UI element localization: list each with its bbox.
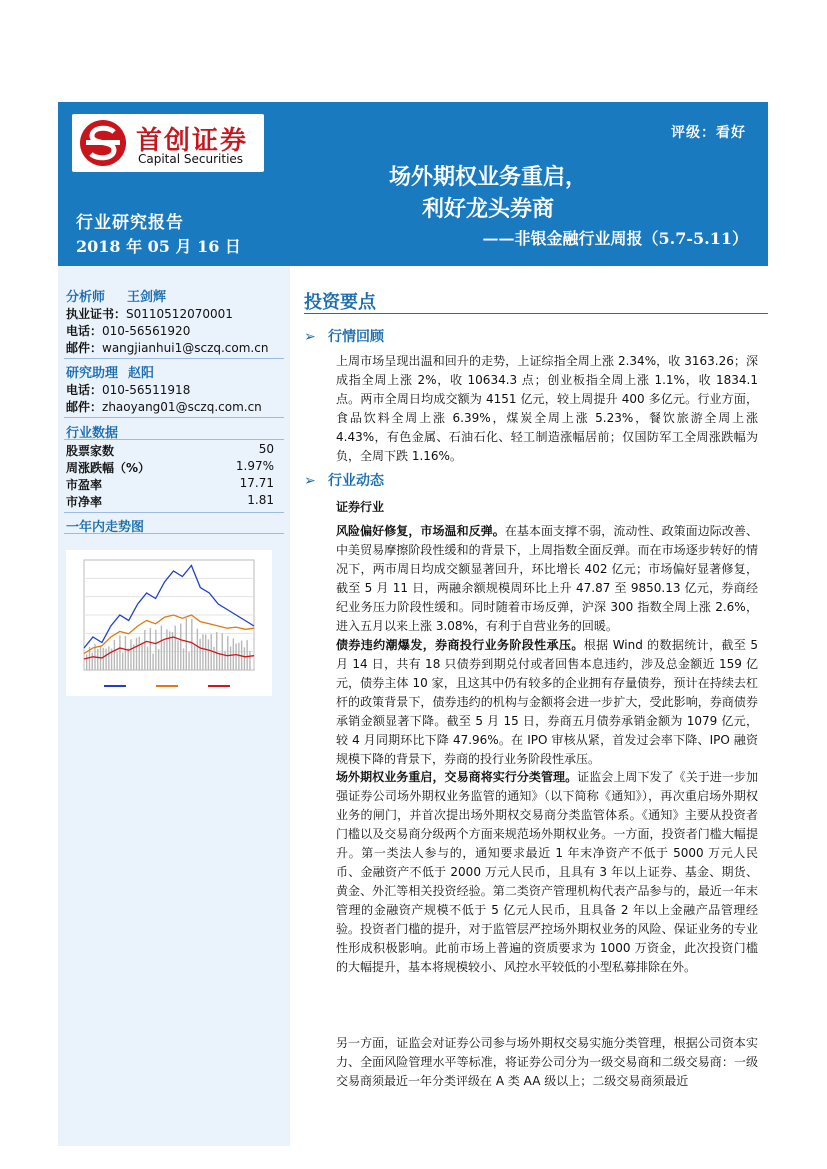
phone2-value: 010-56511918 [102, 383, 191, 397]
chart-volume-bar [152, 654, 153, 670]
industry-data-title: 行业数据 [66, 426, 119, 441]
chart-volume-bar [108, 646, 109, 670]
chart-volume-bar [144, 630, 145, 670]
rating-label: 评级：看好 [671, 125, 746, 141]
chart-volume-bar [219, 653, 220, 670]
phone2-line [66, 381, 190, 398]
chart-volume-bar [213, 647, 214, 670]
chart-volume-bar [216, 632, 217, 670]
chart-volume-bar [161, 626, 162, 670]
chart-volume-bar [238, 643, 239, 670]
section-market-review [304, 326, 384, 346]
email2-label: 邮件： [66, 400, 103, 414]
paragraph-body: 根据 Wind 的数据统计，截至 5 月 14 日，共有 18 只债券到期兑付或者回售本息违约，涉及总金额近 159 亿元，债券主体 10 家，且这其中仍有较多的企业拥有存量债券，预计在持续去杠杆的政策背景下，债券违约的机构与金额将会进一步扩大，受此影响，券商债券承销金额显著下降。截至 5 月 15 日，券商五月债券承销金额为 1079 亿元，较 4 月同期环比下降 47.96%。在 IPO 审核从紧，首发过会率下降、IPO 融资规模下降的背景下，券商的投行业务阶段性承压。 [336, 638, 758, 766]
analyst-heading [66, 286, 166, 305]
cert-label: 执业证书： [66, 307, 127, 321]
paragraph-body: 证监会上周下发了《关于进一步加强证券公司场外期权业务监管的通知》（以下简称《通知》），再次重启场外期权业务的闸门，并首次提出场外期权交易商分类监管体系。《通知》主要从投资者门槛以及交易商分级两个方面来规范场外期权业务。一方面，投资者门槛大幅提升。第一类法人参与的，通知要求最近 1 年末净资产不低于 5000 万元人民币、金融资产不低于 2000 万元人民币，且具有 3 年以上证券、基金、期货、黄金、外汇等相关投资经验。第二类资产管理机构代表产品参与的，最近一年末管理的金融资产规模不低于 5 亿元人民币，且具备 2 年以上金融产品管理经验。投资者门槛的提升，对于监管层严控场外期权业务的风险、保证业务的专业性形成积极影响。此前市场上普遍的资质要求为 1000 万资金，此次投资门槛的大幅提升，基本将规模较小、风控水平较低的小型私募排除在外。 [336, 770, 758, 974]
paragraph-lead: 债券违约潮爆发，券商投行业务阶段性承压。 [336, 638, 584, 652]
chart-volume-bar [197, 629, 198, 670]
phone2-label: 电话： [66, 383, 103, 397]
stat-label: 市盈率 [66, 478, 103, 492]
chart-volume-bar [136, 638, 137, 670]
analyst-name: 王剑辉 [127, 290, 167, 305]
email2-value[interactable]: zhaoyang01@sczq.com.cn [102, 400, 262, 414]
chart-volume-bar [116, 652, 117, 670]
chart-volume-bar [235, 644, 236, 670]
stat-row [66, 493, 274, 509]
paragraph-lead: 场外期权业务重启，交易商将实行分类管理。 [336, 770, 578, 784]
phone1-value: 010-56561920 [102, 324, 191, 338]
logo-text-en: Capital Securities [138, 152, 244, 166]
chart-volume-bar [244, 647, 245, 670]
paragraph-dealer-classification: 另一方面，证监会对证券公司参与场外期权交易实施分类管理，根据公司资本实力、全面风险管理水平等标准，将证券公司分为一级交易商和二级交易商：一级交易商须最近一年分类评级在 A 类 AA 级以上；二级交易商须最近 [336, 1036, 758, 1088]
chart-volume-bar [202, 634, 203, 670]
cert-line [66, 305, 233, 322]
chart-volume-bar [249, 651, 250, 670]
paragraph-bond-default [336, 636, 758, 769]
section-title: 行情回顾 [328, 329, 384, 345]
key-points-heading: 投资要点 [304, 292, 376, 313]
divider [64, 512, 284, 513]
chart-volume-bar [163, 640, 164, 670]
capital-securities-logo-icon [78, 118, 128, 168]
paragraph-body: 在基本面支撑不弱，流动性、政策面边际改善、中美贸易摩擦阶段性缓和的背景下，上周指数全面反弹。而在市场逐步转好的情况下，两市周日均成交额显著回升，环比增长 402 亿元；市场偏好显著修复，截至 5 月 11 日，两融余额规模周环比上升 47.87 至 9850.13 亿元，券商经纪业务压力阶段性缓和。同时随着市场反弹，沪深 300 指数全周上涨 2.6%，进入五月以来上涨 3.08%，有利于自营业务的回暖。 [336, 524, 758, 633]
report-subtitle: ——非银金融行业周报（5.7-5.11） [482, 229, 748, 248]
chart-volume-bar [92, 653, 93, 670]
paragraph-risk-appetite [336, 522, 758, 636]
divider [64, 358, 284, 359]
section-industry-news [304, 470, 384, 490]
phone1-label: 电话： [66, 324, 103, 338]
chart-volume-bar [175, 626, 176, 670]
section-title: 行业动态 [328, 473, 384, 489]
trend-chart-svg [66, 550, 272, 696]
heading-rule [304, 313, 768, 314]
stat-label: 周涨跌幅（%） [66, 461, 151, 475]
chart-volume-bar [119, 635, 120, 670]
chart-volume-bar [158, 649, 159, 670]
chart-volume-bar [230, 646, 231, 670]
chevron-right-icon: ➢ [304, 473, 316, 489]
chart-volume-bar [211, 634, 212, 670]
analyst-label: 分析师 [66, 290, 106, 305]
chart-volume-bar [150, 628, 151, 670]
stat-row [66, 459, 274, 475]
chart-volume-bar [125, 636, 126, 670]
report-title-line1: 场外期权业务重启， [388, 164, 587, 190]
chart-volume-bar [177, 640, 178, 670]
report-date: 2018 年 05 月 16 日 [76, 237, 241, 256]
stat-value: 50 [258, 442, 274, 456]
paragraph-otc-options [336, 768, 758, 977]
chart-volume-bar [166, 629, 167, 670]
chart-volume-bar [155, 630, 156, 670]
report-title-line2: 利好龙头券商 [421, 196, 554, 222]
trend-chart-title: 一年内走势图 [66, 520, 145, 535]
email1-value[interactable]: wangjianhui1@sczq.com.cn [102, 341, 269, 355]
chart-volume-bar [139, 637, 140, 670]
stat-value: 1.97% [235, 459, 274, 473]
chart-volume-bar [224, 651, 225, 670]
chart-volume-bar [246, 640, 247, 670]
phone1-line [66, 322, 190, 339]
chart-volume-bar [183, 648, 184, 670]
chart-volume-bar [186, 618, 187, 670]
trend-chart [66, 550, 272, 696]
stat-value: 17.71 [239, 476, 274, 490]
stat-row [66, 442, 274, 458]
market-review-text: 上周市场呈现出温和回升的走势，上证综指全周上涨 2.34%，收 3163.26；深成指全周上涨 2%，收 10634.3 点；创业板指全周上涨 1.1%，收 1834.1 点。两市全周日均成交额为 4151 亿元，较上周提升 400 多亿元。行业方面，食品饮料全周上涨 6.39%，煤炭全周上涨 5.23%，餐饮旅游全周上涨 4.43%，有色金属、石油石化、轻工制造涨幅居前；仅国防军工全周涨跌幅为负，全周下跌 1.16%。 [336, 354, 758, 463]
chart-volume-bar [147, 647, 148, 670]
chart-volume-bar [103, 648, 104, 670]
chart-volume-bar [141, 642, 142, 670]
chart-volume-bar [130, 639, 131, 670]
assistant-label: 研究助理 [66, 366, 119, 381]
report-type: 行业研究报告 [76, 213, 184, 233]
assistant-heading [66, 362, 154, 381]
chart-volume-bar [227, 636, 228, 670]
assistant-name: 赵阳 [128, 366, 155, 381]
chart-volume-bar [105, 649, 106, 670]
chart-volume-bar [180, 624, 181, 670]
company-logo [72, 114, 264, 172]
email1-line [66, 339, 268, 356]
chart-volume-bar [128, 648, 129, 670]
sidebar [58, 266, 290, 1146]
cert-value: S0110512070001 [126, 307, 233, 321]
chart-volume-bar [122, 653, 123, 670]
chart-volume-bar [208, 639, 209, 670]
divider [64, 417, 284, 418]
chart-volume-bar [233, 638, 234, 670]
divider [64, 533, 284, 534]
securities-subheading: 证券行业 [336, 500, 385, 514]
chevron-right-icon: ➢ [304, 329, 316, 345]
logo-text-cn: 首创证券 [136, 126, 249, 156]
chart-volume-bar [188, 652, 189, 670]
chart-volume-bar [97, 649, 98, 670]
chart-volume-bar [199, 639, 200, 670]
chart-volume-bar [222, 633, 223, 670]
stat-value: 1.81 [247, 493, 274, 507]
stat-label: 股票家数 [66, 444, 115, 458]
email1-label: 邮件： [66, 341, 103, 355]
stat-row [66, 476, 274, 492]
chart-volume-bar [86, 655, 87, 670]
chart-volume-bar [194, 645, 195, 670]
divider [64, 439, 284, 440]
stat-label: 市净率 [66, 495, 103, 509]
chart-volume-bar [114, 640, 115, 670]
report-header [58, 102, 768, 266]
paragraph-lead: 风险偏好修复，市场温和反弹。 [336, 524, 505, 538]
chart-volume-bar [205, 634, 206, 670]
chart-volume-bar [191, 619, 192, 670]
email2-line [66, 398, 262, 415]
